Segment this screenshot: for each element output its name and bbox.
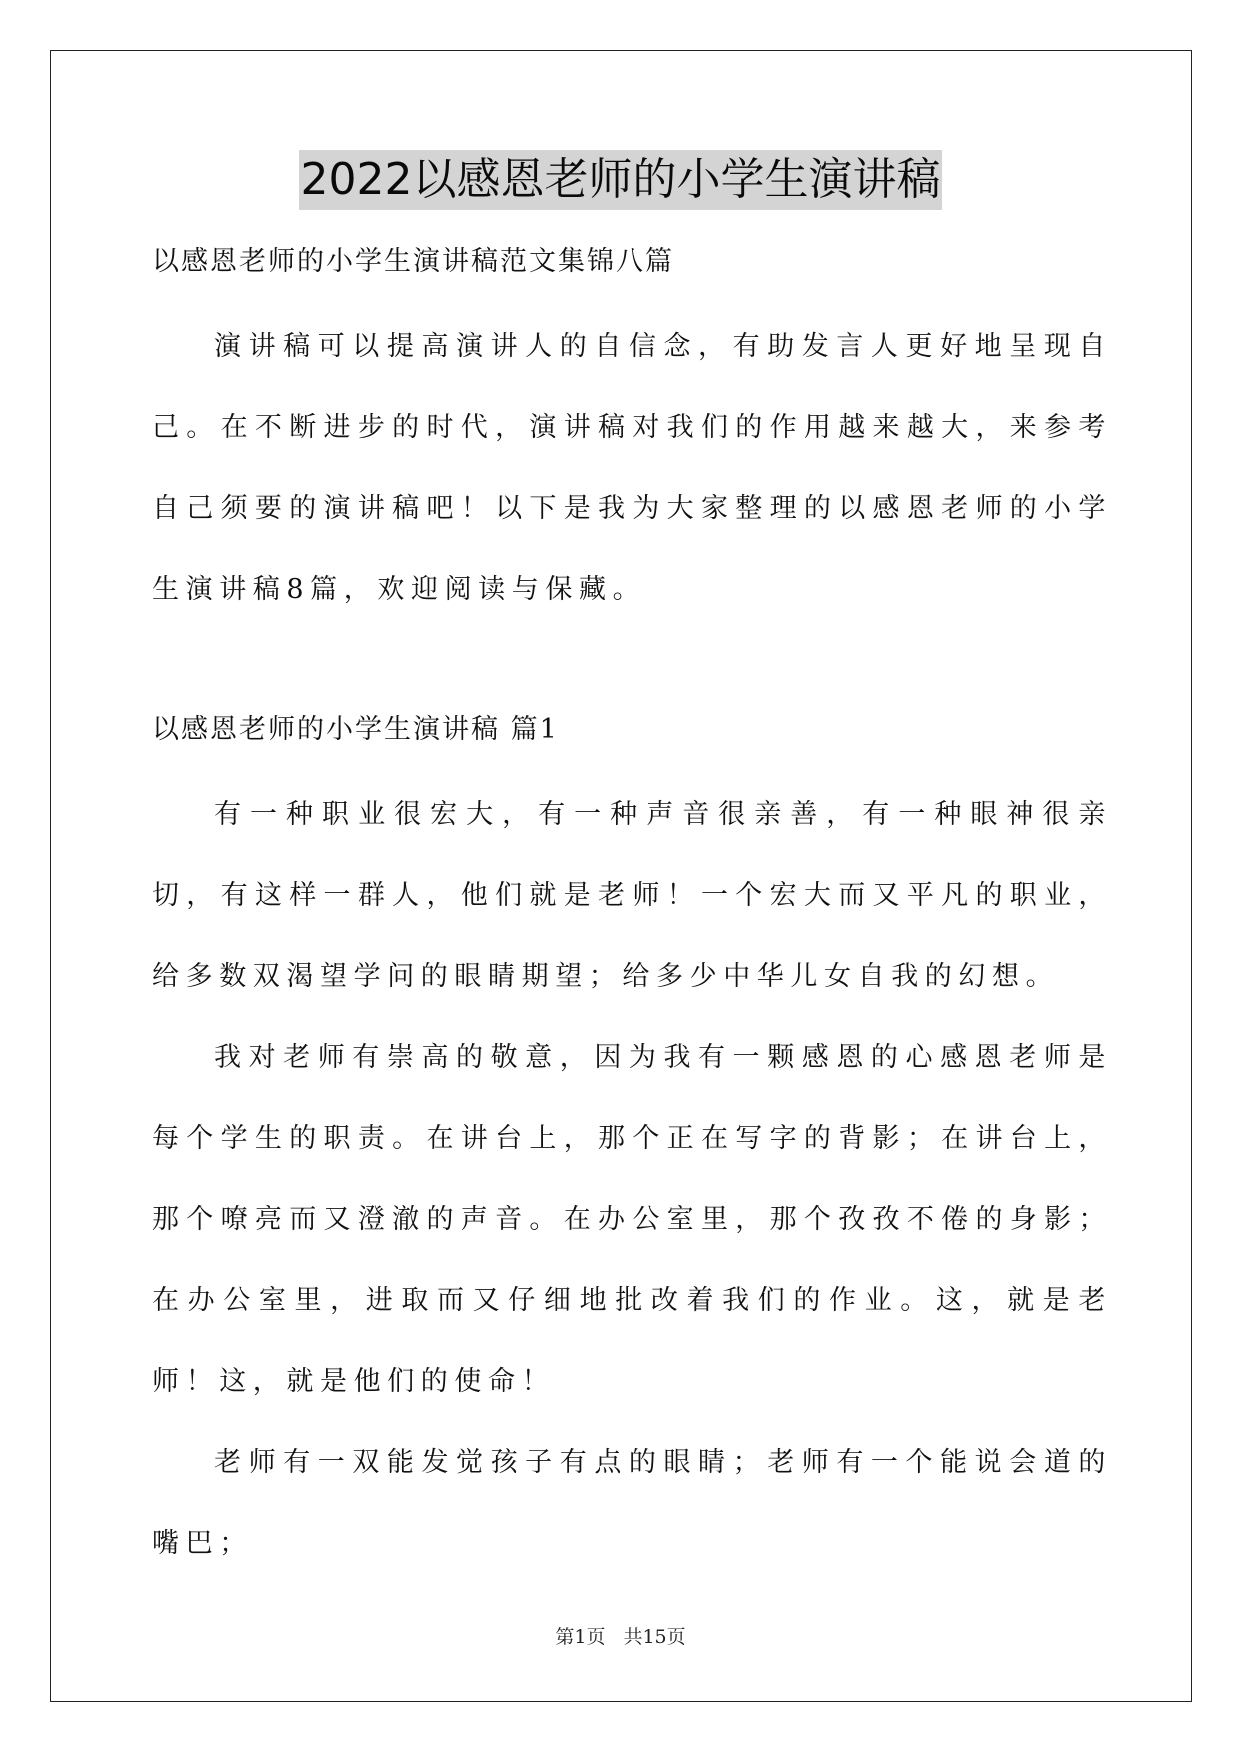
body-paragraph: 有一种职业很宏大，有一种声音很亲善，有一种眼神很亲切，有这样一群人，他们就是老师！一个宏大而又平凡的职业，给多数双渴望学问的眼睛期望；给多少中华儿女自我的幻想。 — [152, 799, 1112, 992]
page-total: 共15页 — [623, 1626, 686, 1648]
section-heading: 以感恩老师的小学生演讲稿 篇1 — [152, 714, 559, 745]
document-body — [152, 230, 1112, 1584]
body-paragraph: 老师有一双能发觉孩子有点的眼睛；老师有一个能说会道的嘴巴； — [152, 1447, 1112, 1559]
body-paragraph: 我对老师有崇高的敬意，因为我有一颗感恩的心感恩老师是每个学生的职责。在讲台上，那个正在写字的背影；在讲台上，那个嘹亮而又澄澈的声音。在办公室里，那个孜孜不倦的身影；在办公室里，进取而又仔细地批改着我们的作业。这，就是老师！这，就是他们的使命！ — [152, 1042, 1112, 1397]
intro-paragraph: 演讲稿可以提高演讲人的自信念，有助发言人更好地呈现自己。在不断进步的时代，演讲稿对我们的作用越来越大，来参考自己须要的演讲稿吧！以下是我为大家整理的以感恩老师的小学生演讲稿8篇，欢迎阅读与保藏。 — [152, 331, 1112, 605]
document-title: 2022以感恩老师的小学生演讲稿 — [299, 150, 943, 210]
page-footer — [0, 1624, 1241, 1650]
title-wrap — [0, 150, 1241, 210]
document-subtitle: 以感恩老师的小学生演讲稿范文集锦八篇 — [152, 246, 674, 277]
page-number: 第1页 — [555, 1626, 606, 1648]
